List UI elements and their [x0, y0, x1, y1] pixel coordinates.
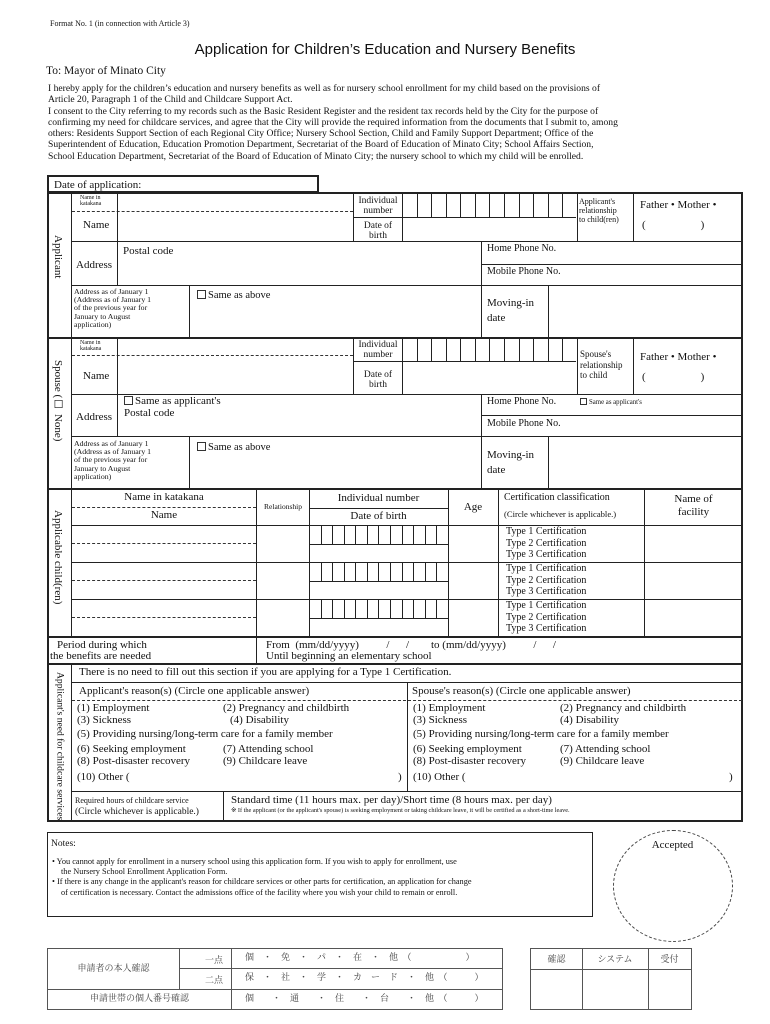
- reason-option[interactable]: (5) Providing nursing/long-term care for a family member: [77, 728, 333, 740]
- system-header: システム: [597, 954, 633, 964]
- spouse-reasons-list: [413, 703, 741, 789]
- child-age-input[interactable]: [449, 563, 498, 599]
- child-relationship-input[interactable]: [257, 526, 309, 562]
- applicant-mobile-phone-input[interactable]: [482, 265, 742, 285]
- note-line: • If there is any change in the applicant's reason for childcare services or other parts for certification, an application for change: [52, 877, 472, 887]
- received-header: 受付: [660, 954, 679, 964]
- moving-in-label: Moving-in date: [487, 297, 535, 324]
- reason-option[interactable]: (1) Employment: [77, 702, 150, 714]
- applicant-address-input[interactable]: [118, 242, 481, 284]
- note-line: of certification is necessary. Contact the admissions office of the facility where you wish your child to remain or enroll.: [61, 887, 458, 897]
- child-cert-header: Certification classification: [504, 492, 610, 503]
- spouse-section-label: Spouse (☐ None): [52, 360, 64, 442]
- reason-option[interactable]: (3) Sickness: [413, 714, 468, 726]
- reason-option[interactable]: (5) Providing nursing/long-term care for a family member: [413, 728, 669, 740]
- checkbox-icon[interactable]: [124, 396, 133, 405]
- checkbox-icon[interactable]: [197, 290, 206, 299]
- one-item-label: 一点: [204, 955, 223, 965]
- spouse-individual-number-label: Individual number: [358, 340, 398, 360]
- relationship-other[interactable]: ( ): [642, 219, 705, 231]
- child-row: [72, 563, 742, 599]
- household-number-options[interactable]: 個 ・ 通 ・ 住 ・ 台 ・ 他 （ ）: [245, 993, 484, 1003]
- child-facility-header: Name of facility: [674, 493, 713, 518]
- child-row: [72, 600, 742, 636]
- dob-label: Date of birth: [363, 221, 393, 241]
- applicant-section-label: Applicant: [52, 235, 64, 279]
- intro-line: School Education Department, Secretariat of the Board of Education of Minato City; the nursery school to which my child will be enrolled.: [48, 150, 584, 162]
- addressee: To: Mayor of Minato City: [46, 65, 166, 77]
- note-line: the Nursery School Enrollment Application Form.: [61, 867, 228, 877]
- mobile-phone-label: Mobile Phone No.: [487, 266, 561, 277]
- accepted-stamp-label: Accepted: [651, 839, 694, 851]
- hours-note: ※ If the applicant (or the applicant's spouse) is seeking employment or taking childcare leave, it will be certified as a short-time leave.: [231, 807, 570, 814]
- spouse-moving-in-label: Moving-in date: [487, 449, 535, 476]
- same-as-above-checkbox[interactable]: Same as above: [197, 290, 270, 302]
- child-age-header: Age: [463, 501, 483, 513]
- household-number-check-label: 申請世帯の個人番号確認: [89, 993, 189, 1003]
- date-of-application-field[interactable]: [47, 175, 319, 193]
- reason-option[interactable]: (7) Attending school: [560, 743, 651, 755]
- child-dob-input[interactable]: [310, 619, 448, 636]
- child-individual-number-input[interactable]: [309, 526, 448, 544]
- spouse-relationship-options[interactable]: Father • Mother •: [640, 351, 717, 363]
- two-items-label: 二点: [204, 975, 223, 985]
- applicant-reasons-header: Applicant's reason(s) (Circle one applicable answer): [79, 685, 310, 697]
- reason-option[interactable]: (9) Childcare leave: [560, 755, 645, 767]
- reason-option[interactable]: (9) Childcare leave: [223, 755, 308, 767]
- reason-option[interactable]: (1) Employment: [413, 702, 486, 714]
- period-until-elementary[interactable]: Until beginning an elementary school: [266, 650, 432, 662]
- reason-option[interactable]: (4) Disability: [560, 714, 619, 726]
- need-section-label: Applicant's need for childcare services: [54, 672, 66, 821]
- intro-line: Superintendent of Education, Education Promotion Department, Secretariat of the Board of Education of Minato City; School Affairs Section,: [48, 139, 594, 151]
- intro-line: Article 20, Paragraph 1 of the Child and Childcare Support Act.: [48, 94, 293, 106]
- hours-options[interactable]: Standard time (11 hours max. per day)/Short time (8 hours max. per day): [231, 794, 552, 806]
- child-name-header: Name: [150, 509, 178, 521]
- checkbox-icon[interactable]: [580, 398, 587, 405]
- child-age-input[interactable]: [449, 600, 498, 636]
- name-label: Name: [83, 219, 110, 231]
- reason-option[interactable]: (7) Attending school: [223, 743, 314, 755]
- period-from-to[interactable]: From (mm/dd/yyyy) / / to (mm/dd/yyyy) / /: [266, 639, 556, 651]
- child-name-input[interactable]: [72, 544, 256, 562]
- child-facility-input[interactable]: [645, 563, 742, 599]
- child-relationship-input[interactable]: [257, 600, 309, 636]
- reason-option[interactable]: (2) Pregnancy and childbirth: [560, 702, 687, 714]
- child-cert-options[interactable]: Type 1 Certification Type 2 Certification Type 3 Certification: [506, 563, 587, 598]
- applicant-jan1-address-input[interactable]: [190, 303, 480, 337]
- reason-option-other[interactable]: (10) Other (: [77, 771, 130, 783]
- spouse-postal-code-label: Postal code: [124, 407, 175, 419]
- spouse-relationship-other[interactable]: ( ): [642, 371, 705, 383]
- office-stamp-table: [530, 948, 692, 1010]
- reason-option[interactable]: (6) Seeking employment: [413, 743, 522, 755]
- reason-option-other[interactable]: (10) Other (: [413, 771, 466, 783]
- applicant-home-phone-input[interactable]: [482, 242, 742, 263]
- page-title: Application for Children’s Education and Nursery Benefits: [194, 41, 576, 58]
- two-items-options[interactable]: 保 ・ 社 ・ 学 ・ カ ー ド ・ 他 （ ）: [245, 972, 484, 982]
- note-item: [52, 857, 472, 898]
- reason-option[interactable]: (8) Post-disaster recovery: [413, 755, 527, 767]
- hours-label: Required hours of childcare service (Circle whichever is applicable.): [75, 796, 199, 817]
- need-notice: There is no need to fill out this section if you are applying for a Type 1 Certification.: [79, 666, 452, 678]
- spouse-same-as-applicant-checkbox[interactable]: Same as applicant's: [124, 396, 221, 407]
- intro-line: I hereby apply for the children’s education and nursery benefits as well as for nursery school enrollment for my child based on the provisions of: [48, 83, 601, 94]
- applicant-katakana-input[interactable]: [118, 193, 353, 211]
- format-note: Format No. 1 (in connection with Article 3): [50, 19, 190, 28]
- spouse-name-input[interactable]: [118, 356, 353, 393]
- period-label: Period during which the benefits are needed: [50, 639, 152, 662]
- reason-option[interactable]: (8) Post-disaster recovery: [77, 755, 191, 767]
- spouse-same-as-above-checkbox[interactable]: Same as above: [197, 442, 270, 454]
- individual-number-label: Individual number: [358, 196, 398, 216]
- child-row: [72, 526, 742, 562]
- child-katakana-header: Name in katakana: [124, 491, 204, 503]
- spouse-dob-input[interactable]: [403, 362, 576, 393]
- spouse-moving-in-date-input[interactable]: [549, 437, 742, 487]
- spouse-reasons-header: Spouse's reason(s) (Circle one applicable answer): [412, 685, 631, 697]
- child-cert-subheader: (Circle whichever is applicable.): [504, 509, 617, 519]
- spouse-address-input[interactable]: [118, 420, 481, 435]
- child-cert-options[interactable]: Type 1 Certification Type 2 Certification Type 3 Certification: [506, 526, 587, 561]
- home-phone-label: Home Phone No.: [487, 243, 557, 254]
- checkbox-icon[interactable]: [197, 442, 206, 451]
- spouse-individual-number-input[interactable]: [402, 338, 577, 361]
- child-katakana-input[interactable]: [72, 600, 256, 617]
- intro-line: I consent to the City referring to my records such as the Basic Resident Register and the resident tax records held by the City for the purpose of: [48, 105, 599, 117]
- spouse-phone-same-checkbox[interactable]: Same as applicant's: [580, 398, 642, 407]
- one-item-options[interactable]: 個 ・ 免 ・ パ ・ 在 ・ 他 （ ）: [245, 952, 475, 962]
- child-age-input[interactable]: [449, 526, 498, 562]
- child-cert-options[interactable]: Type 1 Certification Type 2 Certification Type 3 Certification: [506, 600, 587, 635]
- confirm-header: 確認: [547, 954, 566, 964]
- relationship-options[interactable]: Father • Mother •: [640, 199, 717, 211]
- reason-other-close: ): [398, 771, 402, 783]
- spouse-mobile-phone-input[interactable]: [482, 416, 742, 435]
- spouse-relationship-label: Spouse's relationship to child: [580, 349, 623, 380]
- spouse-jan1-address-input[interactable]: [190, 455, 480, 487]
- child-dob-header: Date of birth: [350, 510, 407, 522]
- child-katakana-input[interactable]: [72, 526, 256, 543]
- name-katakana-label: Name in katakana: [80, 195, 102, 207]
- children-section-label: Applicable child(ren): [52, 510, 64, 605]
- spouse-jan1-address-label: Address as of January 1 (Address as of January 1 of the previous year for January to August application): [74, 439, 152, 481]
- notes-title: Notes:: [51, 839, 76, 849]
- intro-text: [48, 83, 618, 162]
- note-line: • You cannot apply for enrollment in a nursery school using this application form. If you wish to apply for enrollment, use: [52, 857, 457, 866]
- address-label: Address: [76, 259, 113, 271]
- child-dob-input[interactable]: [310, 582, 448, 599]
- applicant-individual-number-input[interactable]: [402, 193, 577, 217]
- spouse-name-katakana-label: Name in katakana: [80, 340, 102, 352]
- applicant-moving-in-date-input[interactable]: [549, 286, 742, 337]
- spouse-katakana-input[interactable]: [118, 338, 353, 355]
- reason-option[interactable]: (2) Pregnancy and childbirth: [223, 702, 350, 714]
- relationship-label: Applicant's relationship to child(ren): [579, 197, 619, 224]
- child-relationship-header: Relationship: [264, 502, 302, 511]
- postal-code-label: Postal code: [123, 245, 174, 257]
- child-facility-input[interactable]: [645, 526, 742, 562]
- spouse-home-phone-label: Home Phone No.: [487, 396, 557, 407]
- applicant-dob-input[interactable]: [403, 218, 576, 240]
- applicant-reasons-list: [77, 703, 405, 789]
- jan1-address-label: Address as of January 1 (Address as of January 1 of the previous year for January to August application): [74, 287, 152, 329]
- child-individual-number-input[interactable]: [309, 600, 448, 618]
- intro-line: others: Residents Support Section of each Regional City Office; Nursery School Section, Child and Family Support Department; Office of the: [48, 128, 594, 140]
- reason-option[interactable]: (6) Seeking employment: [77, 743, 186, 755]
- notes-box: [47, 832, 593, 917]
- spouse-name-label: Name: [83, 370, 110, 382]
- child-name-input[interactable]: [72, 581, 256, 599]
- child-facility-input[interactable]: [645, 600, 742, 636]
- applicant-name-input[interactable]: [118, 212, 353, 240]
- child-name-input[interactable]: [72, 618, 256, 636]
- child-individual-number-header: Individual number: [337, 492, 420, 504]
- accepted-stamp-circle: [613, 830, 733, 942]
- child-relationship-input[interactable]: [257, 563, 309, 599]
- reason-option[interactable]: (3) Sickness: [77, 714, 132, 726]
- child-individual-number-input[interactable]: [309, 563, 448, 581]
- spouse-address-label: Address: [76, 411, 113, 423]
- child-katakana-input[interactable]: [72, 563, 256, 580]
- office-id-confirmation-table: [47, 948, 503, 1010]
- child-dob-input[interactable]: [310, 545, 448, 562]
- spouse-dob-label: Date of birth: [363, 370, 393, 390]
- date-of-application-label: Date of application:: [54, 179, 142, 191]
- reason-other-close: ): [729, 771, 733, 783]
- applicant-id-check-label: 申請者の本人確認: [77, 963, 150, 973]
- spouse-mobile-phone-label: Mobile Phone No.: [487, 418, 561, 429]
- intro-line: confirming my need for childcare services, and agree that the City will provide the required information from the documents that I submit to, among: [48, 116, 618, 128]
- reason-option[interactable]: (4) Disability: [230, 714, 289, 726]
